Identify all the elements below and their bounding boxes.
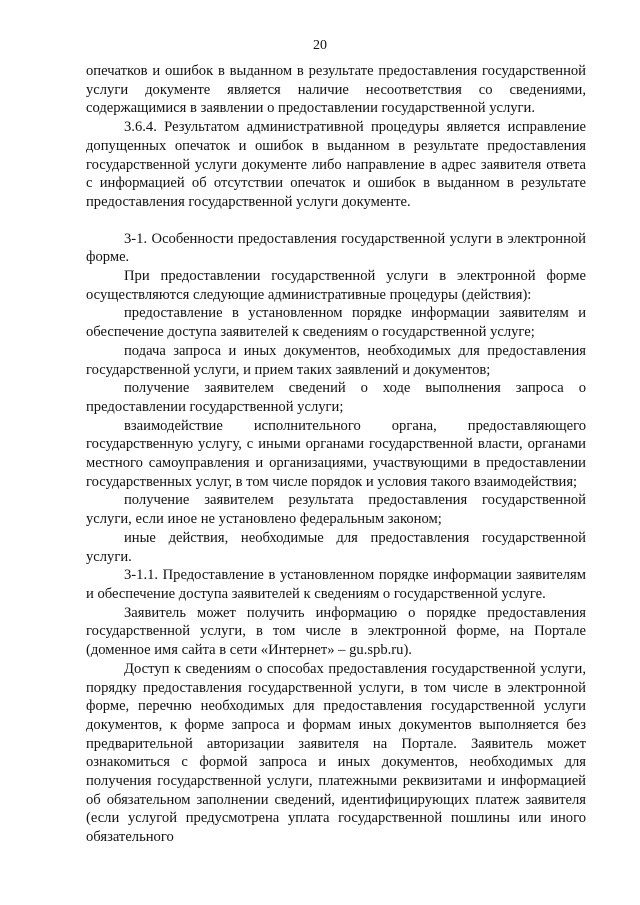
paragraph-portal-info: Заявитель может получить информацию о порядке предоставления государственной услуги, в том числе в электронной форме, на Портале (доменное имя сайта в сети «Интернет» – gu.spb.ru). [86, 604, 586, 659]
list-item-request-submission: подача запроса и иных документов, необходимых для предоставления государственной услуги, и прием таких заявлений и документов; [86, 342, 586, 378]
paragraph-access-details: Доступ к сведениям о способах предоставления государственной услуги, порядку предоставления государственной услуги, в том числе в электронной форме, перечню необходимых для предоставления государственной услуги документов, к форме запроса и формам иных документов выполняется без предварительной авторизации заявителя на Портале. Заявитель может ознакомиться с формой запроса и иных документов, необходимых для получения государственной услуги, платежными реквизитами и информацией об обязательном заполнении сведений, идентифицирующих платеж заявителя (если услугой предусмотрена уплата государственной пошлины или иного обязательного [86, 660, 586, 846]
list-item-other-actions: иные действия, необходимые для предоставления государственной услуги. [86, 529, 586, 565]
page-number: 20 [313, 38, 327, 53]
section-heading-3-1-1: 3-1.1. Предоставление в установленном порядке информации заявителям и обеспечение доступа заявителей к сведениям о государственной услуге. [86, 567, 586, 602]
section-heading-3-1: 3-1. Особенности предоставления государственной услуги в электронной форме. [86, 230, 586, 266]
list-item-progress-info: получение заявителем сведений о ходе выполнения запроса о предоставлении государственной услуги; [86, 380, 586, 415]
list-item-information: предоставление в установленном порядке информации заявителям и обеспечение доступа заявителей к сведениям о государственной услуге; [86, 305, 586, 341]
paragraph-3-6-4: 3.6.4. Результатом административной процедуры является исправление допущенных опечаток и ошибок в выданном в результате предоставления государственной услуги документе либо направление в адрес заявителя ответа с информацией об отсутствии опечаток и ошибок в выданном в результате предоставления государственной услуги документе. [86, 119, 586, 210]
list-item-result: получение заявителем результата предоставления государственной услуги, если иное не установлено федеральным законом; [86, 492, 586, 528]
document-body [86, 62, 586, 847]
paragraph-continuation: опечатков и ошибок в выданном в результате предоставления государственной услуги документе является наличие несоответствия со сведениями, содержащимися в заявлении о предоставлении государственной услуги. [86, 63, 586, 117]
list-item-interaction: взаимодействие исполнительного органа, предоставляющего государственную услугу, с иными органами государственной власти, органами местного самоуправления и организациями, участвующими в предоставлении государственных услуг, в том числе порядок и условия такого взаимодействия; [86, 417, 586, 490]
paragraph-procedures-intro: При предоставлении государственной услуги в электронной форме осуществляются следующие административные процедуры (действия): [86, 268, 586, 303]
